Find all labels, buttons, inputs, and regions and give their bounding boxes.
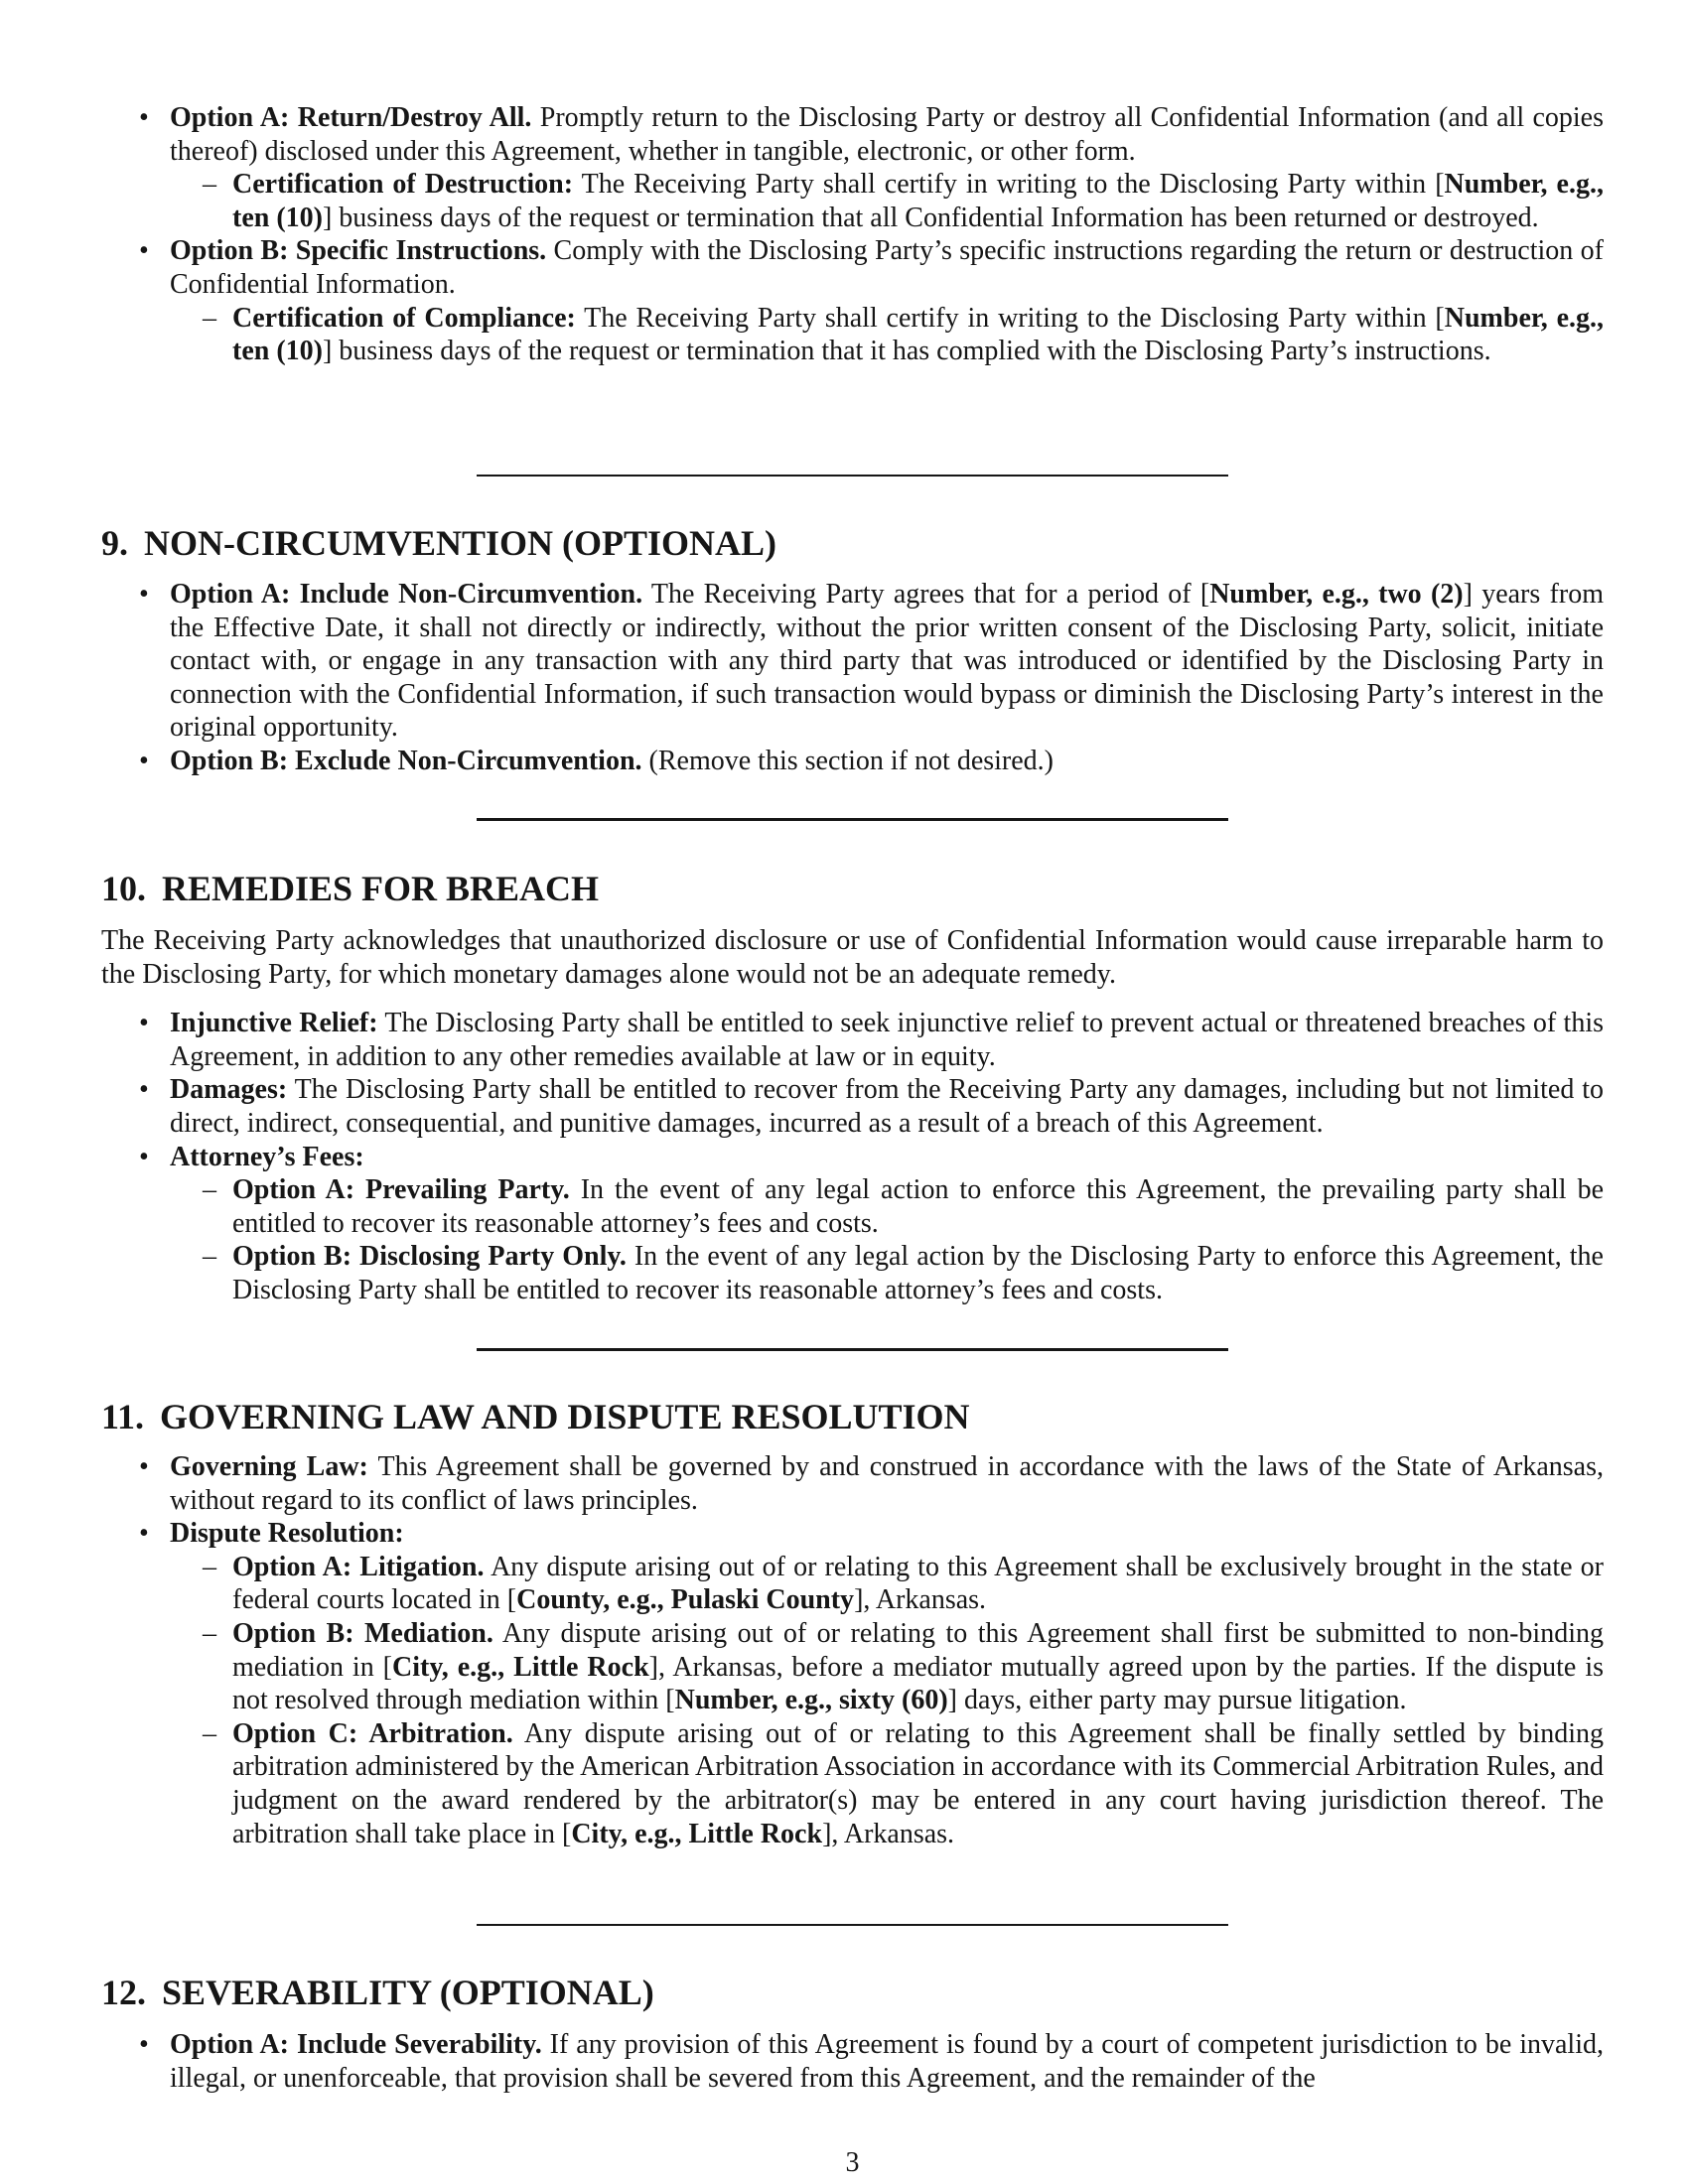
placeholder-text: Number, e.g., ten (10) (232, 302, 1605, 367)
section-divider (477, 1348, 1228, 1351)
list-item (101, 1073, 1604, 1140)
section-heading (101, 868, 599, 909)
section-divider (477, 818, 1228, 821)
list-item (101, 1450, 1604, 1517)
sub-list-item (101, 1240, 1604, 1306)
item-label: Certification of Compliance: (232, 302, 576, 334)
item-label: Injunctive Relief: (170, 1008, 378, 1039)
section-number: 9. (101, 523, 128, 563)
section-title: NON-CIRCUMVENTION (OPTIONAL) (144, 523, 776, 563)
section-number: 11. (101, 1397, 145, 1436)
item-text: The Receiving Party agrees that for a period of [ (642, 579, 1210, 610)
section-title: REMEDIES FOR BREACH (162, 869, 600, 908)
item-text: In the event of any legal action to enforce this Agreement, the prevailing party shall be entitled to recover its reasonable attorney’s fees and costs. (232, 1174, 1604, 1239)
item-text: ] business days of the request or termination that it has complied with the Disclosing Party’s instructions. (322, 336, 1491, 367)
item-text: ] days, either party may pursue litigation. (947, 1685, 1407, 1716)
item-text: In the event of any legal action by the Disclosing Party to enforce this Agreement, the Disclosing Party shall be entitled to recover its reasonable attorney’s fees and costs. (232, 1241, 1604, 1305)
section-divider (477, 1924, 1228, 1926)
item-label: Certification of Destruction: (232, 169, 574, 201)
item-label: Option B: Mediation. (232, 1617, 493, 1649)
list-item (101, 234, 1604, 301)
list-item (101, 578, 1604, 745)
section-9-body (101, 578, 1604, 778)
item-text: ], Arkansas. (822, 1818, 955, 1849)
placeholder-text: County, e.g., Pulaski County (516, 1584, 855, 1616)
item-label: Option A: Return/Destroy All. (170, 102, 532, 133)
item-text: Any dispute arising out of or relating to this Agreement shall first be submitted to non-binding mediation in [ (232, 1617, 1604, 1683)
list-item (101, 1517, 1604, 1551)
section-heading (101, 1396, 970, 1437)
item-text: ], Arkansas, before a mediator mutually agreed upon by the parties. If the dispute is not resolved through mediation within [ (232, 1651, 1604, 1716)
item-text: (Remove this section if not desired.) (641, 745, 1054, 776)
placeholder-text: Number, e.g., two (2) (1209, 579, 1464, 610)
section-heading (101, 1972, 654, 2013)
sub-list-item (101, 302, 1604, 368)
section-divider (477, 475, 1228, 477)
placeholder-text: Number, e.g., sixty (60) (674, 1685, 948, 1716)
item-text: This Agreement shall be governed by and construed in accordance with the laws of the State of Arkansas, without regard to its conflict of laws principles. (170, 1451, 1605, 1516)
sub-list-item (101, 1617, 1604, 1717)
list-item (101, 2028, 1604, 2095)
page-number: 3 (845, 2147, 860, 2178)
placeholder-text: Number, e.g., ten (10) (232, 169, 1604, 233)
item-label: Option A: Include Severability. (170, 2029, 542, 2060)
item-label: Option B: Exclude Non-Circumvention. (170, 745, 642, 776)
list-item (101, 745, 1604, 778)
item-label: Attorney’s Fees: (170, 1141, 364, 1172)
item-label: Option B: Disclosing Party Only. (232, 1241, 627, 1273)
sub-list-item (101, 1717, 1604, 1850)
item-label: Option C: Arbitration. (232, 1717, 513, 1749)
item-text: The Receiving Party shall certify in writing to the Disclosing Party within [ (573, 169, 1445, 201)
item-text: The Receiving Party shall certify in writing to the Disclosing Party within [ (575, 302, 1445, 334)
section-title: GOVERNING LAW AND DISPUTE RESOLUTION (160, 1397, 970, 1436)
item-text: The Disclosing Party shall be entitled to seek injunctive relief to prevent actual or threatened breaches of this Agreement, in addition to any other remedies available at law or in equity. (170, 1008, 1604, 1072)
item-label: Damages: (170, 1074, 288, 1106)
placeholder-text: City, e.g., Little Rock (392, 1651, 649, 1683)
item-text: ], Arkansas. (854, 1584, 987, 1616)
list-item (101, 101, 1604, 168)
return-destroy-options (101, 101, 1604, 368)
item-text: Any dispute arising out of or relating to this Agreement shall be exclusively brought in the state or federal courts located in [ (232, 1551, 1605, 1616)
section-number: 12. (101, 1973, 146, 2012)
paragraph: The Receiving Party acknowledges that unauthorized disclosure or use of Confidential Information would cause irreparable harm to the Disclosing Party, for which monetary damages alone would not be an adequate remedy. (101, 925, 1604, 990)
section-10-body (101, 924, 1604, 1307)
item-label: Option B: Specific Instructions. (170, 235, 547, 267)
item-text: Any dispute arising out of or relating to this Agreement shall be finally settled by binding arbitration administered by the American Arbitration Association in accordance with its Commercial Arbitration Rules, and judgment on the award rendered by the arbitrator(s) may be entered in any court having jurisdiction thereof. The arbitration shall take place in [ (232, 1717, 1604, 1849)
item-text: Comply with the Disclosing Party’s specific instructions regarding the return or destruction of Confidential Information. (170, 235, 1604, 300)
sub-list-item (101, 1551, 1604, 1617)
list-item (101, 1007, 1604, 1073)
section-number: 10. (101, 869, 146, 908)
item-text: ] business days of the request or termination that all Confidential Information has been returned or destroyed. (322, 202, 1539, 233)
item-label: Governing Law: (170, 1451, 368, 1482)
item-label: Option A: Include Non-Circumvention. (170, 579, 643, 610)
section-title: SEVERABILITY (OPTIONAL) (162, 1973, 654, 2012)
section-12-body (101, 2028, 1604, 2095)
sub-list-item (101, 168, 1604, 234)
item-label: Option A: Litigation. (232, 1551, 485, 1582)
item-text: Promptly return to the Disclosing Party or destroy all Confidential Information (and all copies thereof) disclosed under this Agreement, whether in tangible, electronic, or other form. (170, 102, 1604, 167)
item-label: Dispute Resolution: (170, 1518, 404, 1550)
section-11-body (101, 1450, 1604, 1850)
item-text: ] years from the Effective Date, it shall not directly or indirectly, without the prior written consent of the Disclosing Party, solicit, initiate contact with, or engage in any transaction with any third party that was introduced or identified by the Disclosing Party in connection with the Confidential Information, if such transaction would bypass or diminish the Disclosing Party’s interest in the original opportunity. (170, 579, 1604, 744)
list-item (101, 1141, 1604, 1174)
item-text: If any provision of this Agreement is found by a court of competent jurisdiction to be invalid, illegal, or unenforceable, that provision shall be severed from this Agreement, and the remainder of the (170, 2029, 1604, 2094)
item-label: Option A: Prevailing Party. (232, 1174, 570, 1206)
section-heading (101, 522, 776, 564)
placeholder-text: City, e.g., Little Rock (571, 1818, 823, 1849)
sub-list-item (101, 1173, 1604, 1240)
item-text: The Disclosing Party shall be entitled to recover from the Receiving Party any damages, including but not limited to direct, indirect, consequential, and punitive damages, incurred as a result of a breach of this Agreement. (170, 1074, 1604, 1139)
